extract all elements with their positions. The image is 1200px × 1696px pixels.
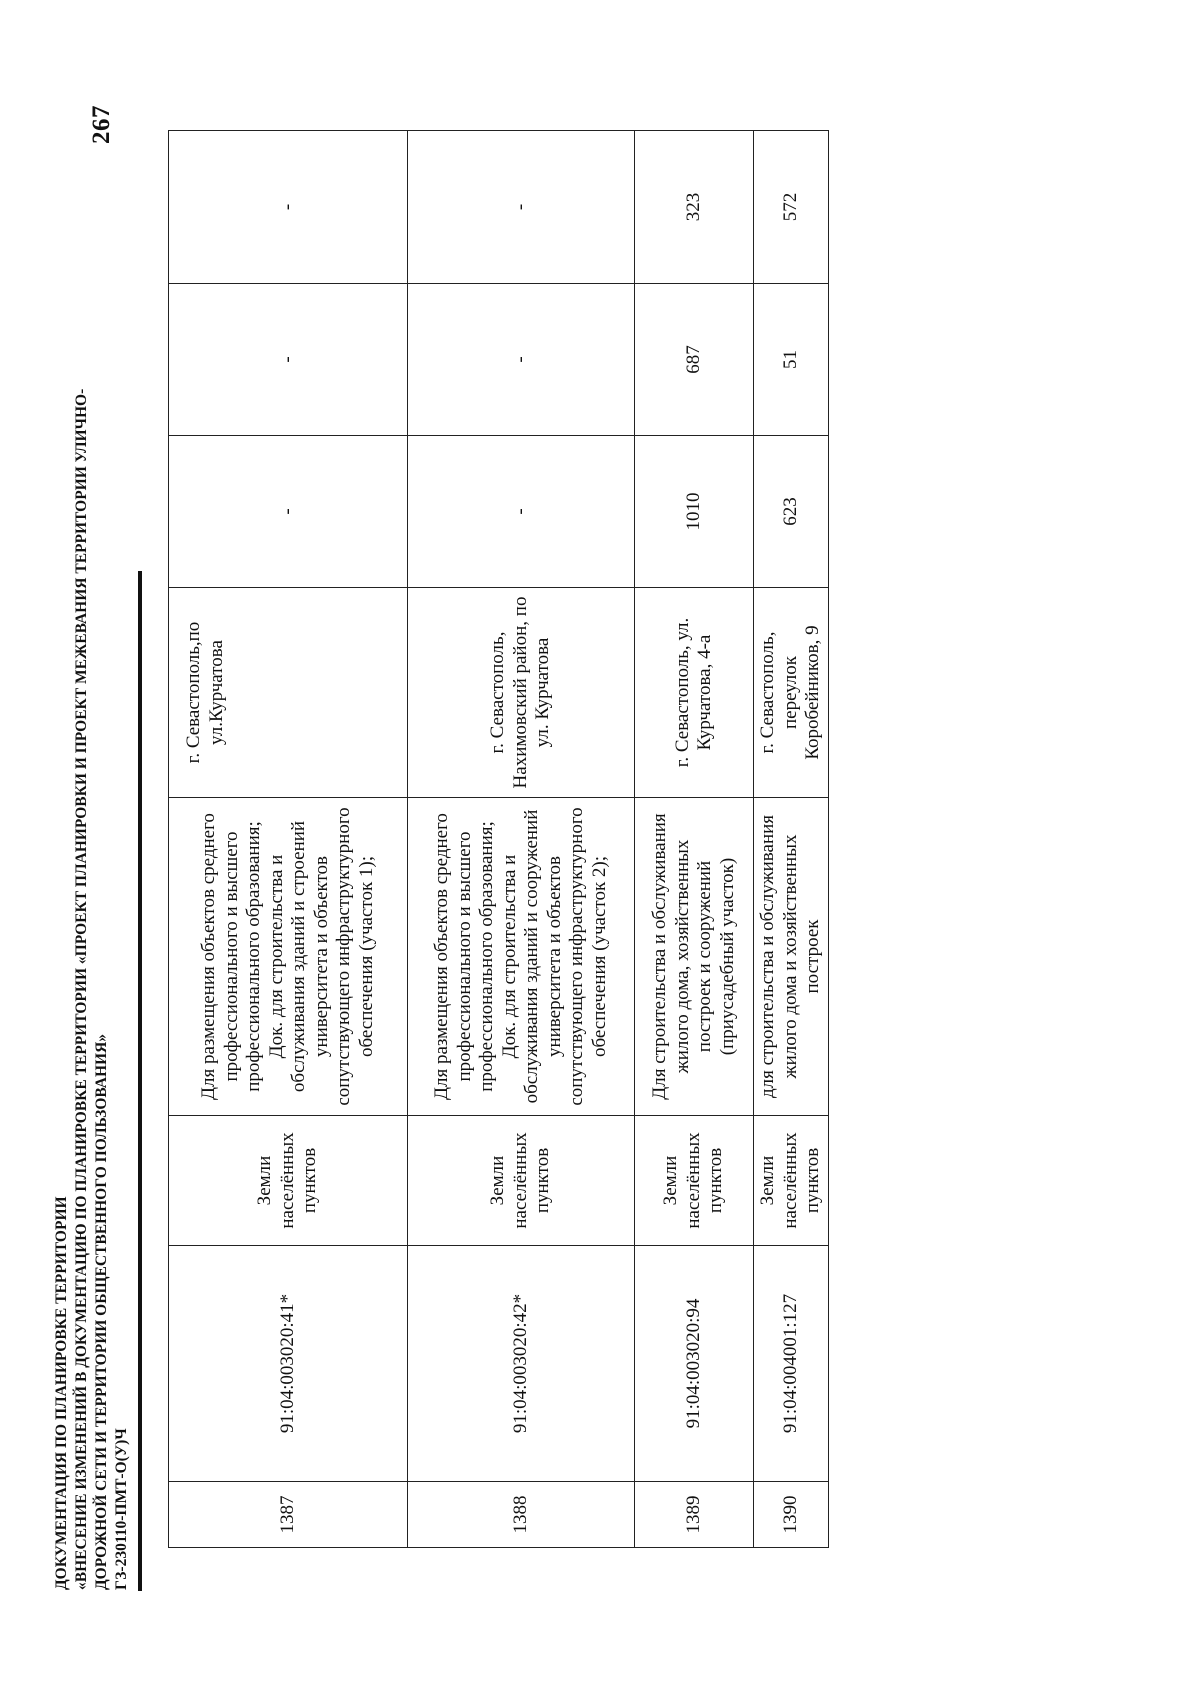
document-header [52,90,132,1590]
permitted-use: Для размещения объектов среднего профессионального и высшего профессионального образования; Док. для строительства и обслуживания зданий и сооружений университета и объектов сопутствующего инфраструктурного обеспечения (участок 2); [408,798,635,1116]
value-a: 1010 [635,436,754,588]
cadastral-number: 91:04:003020:42* [408,1246,635,1482]
page-number: 267 [88,105,115,144]
row-number: 1388 [408,1482,635,1548]
header-rule [138,571,142,1591]
permitted-use: Для строительства и обслуживания жилого дома, хозяйственных построек и сооружений (приусадебный участок) [635,798,754,1116]
header-line-3: ДОРОЖНОЙ СЕТИ И ТЕРРИТОРИИ ОБЩЕСТВЕННОГО ПОЛЬЗОВАНИЯ» [93,1033,110,1590]
row-number: 1387 [169,1482,408,1548]
value-a: 623 [754,436,829,588]
cadastral-number: 91:04:003020:41* [169,1246,408,1482]
value-a: - [408,436,635,588]
table-row [754,131,829,1548]
header-line-4: ГЗ-230110-ПМТ-О(У)Ч [113,1428,130,1590]
value-b: - [408,284,635,436]
cadastral-number: 91:04:004001:127 [754,1246,829,1482]
value-b: 51 [754,284,829,436]
land-category: Земли населённых пунктов [754,1116,829,1246]
address: г. Севастополь,по ул.Курчатова [169,588,408,798]
land-category: Земли населённых пунктов [408,1116,635,1246]
permitted-use: Для размещения объектов среднего профессионального и высшего профессионального образования; Док. для строительства и обслуживания зданий и строений университета и объектов сопутствующего инфраструктурного обеспечения (участок 1); [169,798,408,1116]
address: г. Севастополь, переулок Коробейников, 9 [754,588,829,798]
value-c: 323 [635,131,754,284]
value-b: - [169,284,408,436]
land-plots-table [168,130,829,1548]
value-a: - [169,436,408,588]
value-c: - [408,131,635,284]
land-category: Земли населённых пунктов [635,1116,754,1246]
row-number: 1389 [635,1482,754,1548]
table-row [169,131,408,1548]
value-b: 687 [635,284,754,436]
header-line-2: «ВНЕСЕНИЕ ИЗМЕНЕНИЙ В ДОКУМЕНТАЦИЮ ПО ПЛАНИРОВКЕ ТЕРРИТОРИИ «ПРОЕКТ ПЛАНИРОВКИ И ПРОЕКТ МЕЖЕВАНИЯ ТЕРРИТОРИИ УЛИЧНО- [73,388,90,1590]
value-c: - [169,131,408,284]
row-number: 1390 [754,1482,829,1548]
header-line-1: ДОКУМЕНТАЦИЯ ПО ПЛАНИРОВКЕ ТЕРРИТОРИИ [53,1196,70,1590]
value-c: 572 [754,131,829,284]
address: г. Севастополь, Нахимовский район, по ул. Курчатова [408,588,635,798]
table-row [635,131,754,1548]
land-category: Земли населённых пунктов [169,1116,408,1246]
permitted-use: для строительства и обслуживания жилого дома и хозяйственных построек [754,798,829,1116]
table-row [408,131,635,1548]
address: г. Севастополь, ул. Курчатова, 4-а [635,588,754,798]
cadastral-number: 91:04:003020:94 [635,1246,754,1482]
